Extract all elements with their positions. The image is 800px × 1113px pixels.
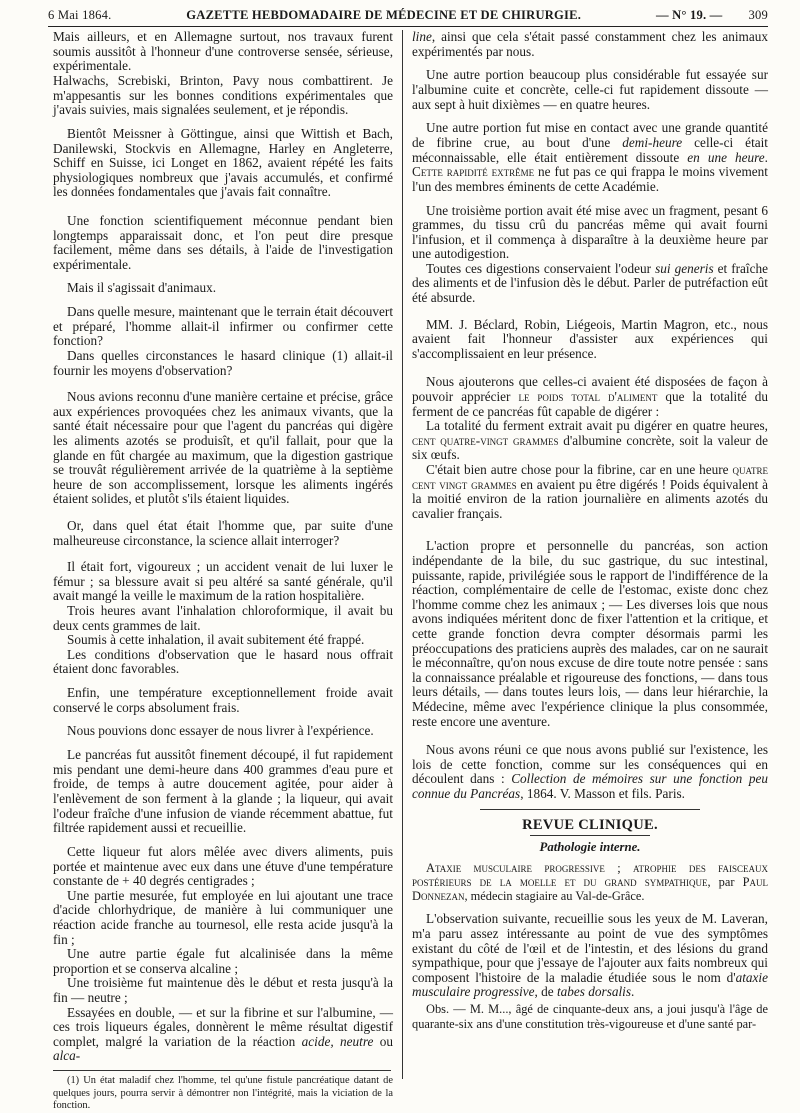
- text-run: Nous avons réuni ce que nous avons publié sur l'existence, les lois de cette fonction, comme sur les conséquences qui en découlent dans :: [412, 742, 768, 787]
- paragraph: Halwachs, Screbiski, Brinton, Pavy nous combattirent. Je m'appesantis sur les bonnes conditions expérimentales que j'avais suivies, mais signalées seulement, et je répondis.: [53, 72, 393, 118]
- paragraph: Une troisième fut maintenue dès le début et resta jusqu'à la fin — neutre ;: [53, 975, 393, 1005]
- right-column: [412, 30, 768, 1063]
- smallcaps-run: Ataxie musculaire progressive ; atrophie des faisceaux postérieurs de la moelle et du grand sympathique: [412, 860, 768, 889]
- text-run: , 1864. V. Masson et fils. Paris.: [520, 785, 685, 801]
- text-run: en avaient pu être digérés ! Poids équivalent à la moitié environ de la ration journalière en aliments azotés du cavalier français.: [412, 476, 768, 521]
- paragraph: [412, 121, 768, 194]
- column-divider: [402, 30, 403, 1079]
- left-column: [53, 29, 394, 1112]
- italic-run: acide, neutre: [301, 1033, 374, 1049]
- paragraph: Bientôt Meissner à Göttingue, ainsi que Wittish et Bach, Danilewski, Stockvis en Allemagne, Harley en Angleterre, Schiff en Suisse, ici Longet en 1862, avaient répété les faits physiologiques nombreux que j'avais accumulés, et confirmé les données fondamentales que j'avais fait connaître.: [53, 125, 393, 200]
- paragraph: [412, 419, 768, 463]
- section-subtitle: Pathologie interne.: [539, 840, 641, 855]
- text-run: , médecin stagiaire au Val-de-Grâce.: [464, 889, 645, 904]
- text-run: celle-ci était méconnaissable, elle était entièrement dissoute: [412, 134, 768, 165]
- paragraph: Mais ailleurs, et en Allemagne surtout, nos travaux furent soumis aussitôt à l'honneur d'une controverse sensée, sérieuse, expérimentale.: [53, 29, 393, 74]
- paragraph: [412, 463, 768, 521]
- paragraph: Cette liqueur fut alors mêlée avec divers aliments, puis portée et maintenue avec eux dans une étuve d'une température constante de + 40 degrés centigrades ;: [53, 844, 393, 889]
- text-run: , ainsi que cela s'était passé constamment chez les animaux expérimentés par nous.: [412, 29, 768, 59]
- title-underline: [530, 835, 650, 836]
- paragraph: Nous pouvions donc essayer de nous livrer à l'expérience.: [67, 723, 374, 739]
- text-run: et fraîche des aliments et de l'infusion dès le début. Parler de putréfaction eût été absurde.: [412, 260, 768, 306]
- text-run: La totalité du ferment extrait avait pu digérer en quatre heures,: [426, 418, 768, 434]
- paragraph: Une partie mesurée, fut employée en lui ajoutant une trace d'acide chlorhydrique, de manière à lui communiquer une réaction acide franche au tournesol, elle resta acide jusqu'à la fin ;: [53, 887, 393, 947]
- paragraph: Or, dans quel état était l'homme que, par suite d'une malheureuse circonstance, la science allait interroger?: [53, 517, 393, 548]
- paragraph: [53, 1006, 393, 1064]
- italic-run: tabes dorsalis: [557, 984, 631, 1000]
- section-separator: [480, 809, 700, 810]
- text-run: que la totalité du ferment de ce pancréas fût capable de digérer :: [412, 389, 768, 419]
- paragraph: [412, 30, 768, 59]
- text-run: .: [631, 984, 635, 1000]
- smallcaps-run: le poids total d'aliment: [518, 389, 658, 405]
- text-run: , de: [534, 984, 557, 1000]
- paragraph: [412, 375, 768, 419]
- paragraph: MM. J. Béclard, Robin, Liégeois, Martin Magron, etc., nous avaient fait l'honneur d'assister aux expériences qui s'accomplissaient en leur présence.: [412, 316, 768, 361]
- header-issue: — N° 19. —: [655, 7, 723, 22]
- paragraph: [412, 912, 768, 1000]
- text-run: Une autre portion fut mise en contact avec une grande quantité de fibrine crue, au bout d'une: [412, 120, 768, 150]
- paragraph: Une troisième portion avait été mise avec un fragment, pesant 6 grammes, du tissu crû du pancréas même qui avait fourni l'infusion, et il commença à disparaître à la deuxième heure par une autodigestion.: [412, 202, 768, 262]
- paragraph: Mais il s'agissait d'animaux.: [67, 280, 217, 296]
- section-title: REVUE CLINIQUE.: [522, 817, 658, 834]
- paragraph: Trois heures avant l'inhalation chloroformique, il avait bu deux cents grammes de lait.: [53, 602, 393, 633]
- paragraph: Dans quelles circonstances le hasard clinique (1) allait-il fournir les moyens d'observation?: [53, 348, 393, 378]
- header-page-number: 309: [748, 7, 768, 22]
- text-run: Nous ajouterons que celles-ci avaient été disposées de façon à pouvoir apprécier: [412, 374, 768, 405]
- header-rule: [48, 26, 768, 27]
- paragraph: [412, 743, 768, 801]
- text-run: Toutes ces digestions conservaient l'odeur: [426, 260, 656, 276]
- text-run: C'était bien autre chose pour la fibrine, car en une heure: [426, 462, 733, 477]
- case-heading: [412, 861, 768, 904]
- paragraph: Soumis à cette inhalation, il avait subitement été frappé.: [67, 632, 365, 648]
- paragraph: Obs. — M. M..., âgé de cinquante-deux ans, a joui jusqu'à l'âge de quarante-six ans d'une constitution très-vigoureuse et d'une santé par-: [412, 1002, 768, 1031]
- paragraph: Dans quelle mesure, maintenant que le terrain était découvert et préparé, l'homme allait-il infirmer ou confirmer cette fonction?: [53, 304, 393, 349]
- italic-run: sui generis: [655, 260, 714, 276]
- paragraph: Une fonction scientifiquement méconnue pendant bien longtemps apparaissait donc, et l'on peut dire presque facilement, même dans ses détails, à l'aide de l'investigation expérimentale.: [53, 212, 393, 272]
- header-title: GAZETTE HEBDOMADAIRE DE MÉDECINE ET DE CHIRURGIE.: [186, 7, 582, 22]
- italic-run: demi-heure: [622, 134, 683, 150]
- text-run: .: [764, 149, 768, 165]
- text-run: , par: [707, 874, 743, 889]
- smallcaps-run: Cette rapidité extrême: [412, 164, 535, 180]
- paragraph: Une autre partie égale fut alcalinisée dans la même proportion et se conserva alcaline ;: [53, 946, 393, 976]
- paragraph: [412, 262, 768, 306]
- paragraph: Nous avions reconnu d'une manière certaine et précise, grâce aux expériences provoquées chez les animaux vivants, que la santé était nécessaire pour que l'agent du pancréas qui digère les aliments azotés se produisît, et qu'il fallait, pour que la glande en fût chargée au maximum, que la digestion gastrique se trouvât régulièrement arrivée de la quatrième à la septième heure de son accomplissement, lorsque les aliments ingérés étaient solides, et plutôt s'ils étaient liquides.: [53, 389, 393, 507]
- paragraph: Les conditions d'observation que le hasard nous offrait étaient donc favorables.: [53, 646, 393, 677]
- paragraph: Enfin, une température exceptionnellement froide avait conservé le corps absolument frais.: [53, 685, 393, 715]
- author-name: Paul Donnezan: [412, 874, 768, 904]
- italic-run: Collection de mémoires sur une fonction peu connue du Pancréas: [412, 771, 768, 801]
- text-run: ou: [373, 1033, 394, 1049]
- footnote: (1) Un état maladif chez l'homme, tel qu'une fistule pancréatique datant de quelques jours, pourra servir à démontrer non l'intégrité, mais la viciation de la fonction.: [53, 1074, 393, 1112]
- footnote-rule: [53, 1070, 391, 1071]
- italic-run: line: [412, 29, 432, 44]
- italic-run: en une heure: [687, 149, 765, 165]
- text-run: L'observation suivante, recueillie sous les yeux de M. Laveran, m'a paru assez intéressante au point de vue des symptômes existant du côté de l'œil et de l'intestin, et des lésions du grand sympathique, pour que j'essaye de l'ajouter aux faits nombreux qui composent l'histoire de la maladie étudiée sous le nom d': [412, 911, 768, 985]
- smallcaps-run: cent quatre-vingt grammes: [412, 432, 559, 448]
- text-run: d'albumine concrète, soit la valeur de six œufs.: [412, 432, 768, 463]
- paragraph: Il était fort, vigoureux ; un accident venait de lui luxer le fémur ; sa blessure avait si peu altéré sa santé générale, qu'il avait mangé la veille le maximum de la ration hospitalière.: [53, 559, 393, 604]
- text-run: Essayées en double, — et sur la fibrine et sur l'albumine, — ces trois liqueurs égales, donnèrent le même résultat digestif complet, malgré la variation de la réaction: [53, 1004, 393, 1049]
- text-run: ne fut pas ce qui frappa le moins vivement l'un des membres éminents de cette Académie.: [412, 164, 768, 194]
- paragraph: Le pancréas fut aussitôt finement découpé, il fut rapidement mis pendant une demi-heure dans 400 grammes d'eau pure et froide, de temps à autre doucement agitée, pour aider à l'enlèvement de son ferment à la glande ; la liqueur, qui avait l'odeur fraîche d'une infusion de viande récemment abattue, fut filtrée rapidement aussi et recueillie.: [53, 747, 393, 836]
- paragraph: Une autre portion beaucoup plus considérable fut essayée sur l'albumine cuite et concrète, celle-ci fut rapidement dissoute — aux sept à huit dixièmes — en quatre heures.: [412, 67, 768, 112]
- header-date: 6 Mai 1864.: [48, 7, 112, 22]
- paragraph: L'action propre et personnelle du pancréas, son action indépendante de la bile, du suc gastrique, du suc intestinal, puissante, rapide, privilégiée sous le rapport de l'indifférence de la réaction, complémentaire de celle de l'estomac, existe donc chez l'homme comme chez les animaux ; — Les diverses lois que nous avons indiquées méritent donc de fixer l'attention et la critique, et cette grande fonction devra compter désormais parmi les préoccupations des praticiens auprès des malades, car on ne saurait le méconnaître, qu'on nous excuse de dire toute notre pensée : sans la connaissance préalable et rigoureuse des fonctions, — dans tous leurs détails, — dans toutes leurs lois, — dans leur hiérarchie, la Médecine, même avec l'expérience clinique la plus consommée, reste encore une aventure.: [412, 538, 768, 729]
- italic-run: alca-: [53, 1048, 81, 1064]
- italic-run: ataxie musculaire progressive: [412, 969, 768, 1000]
- running-header: [48, 4, 768, 26]
- smallcaps-run: quatre cent vingt grammes: [412, 462, 768, 492]
